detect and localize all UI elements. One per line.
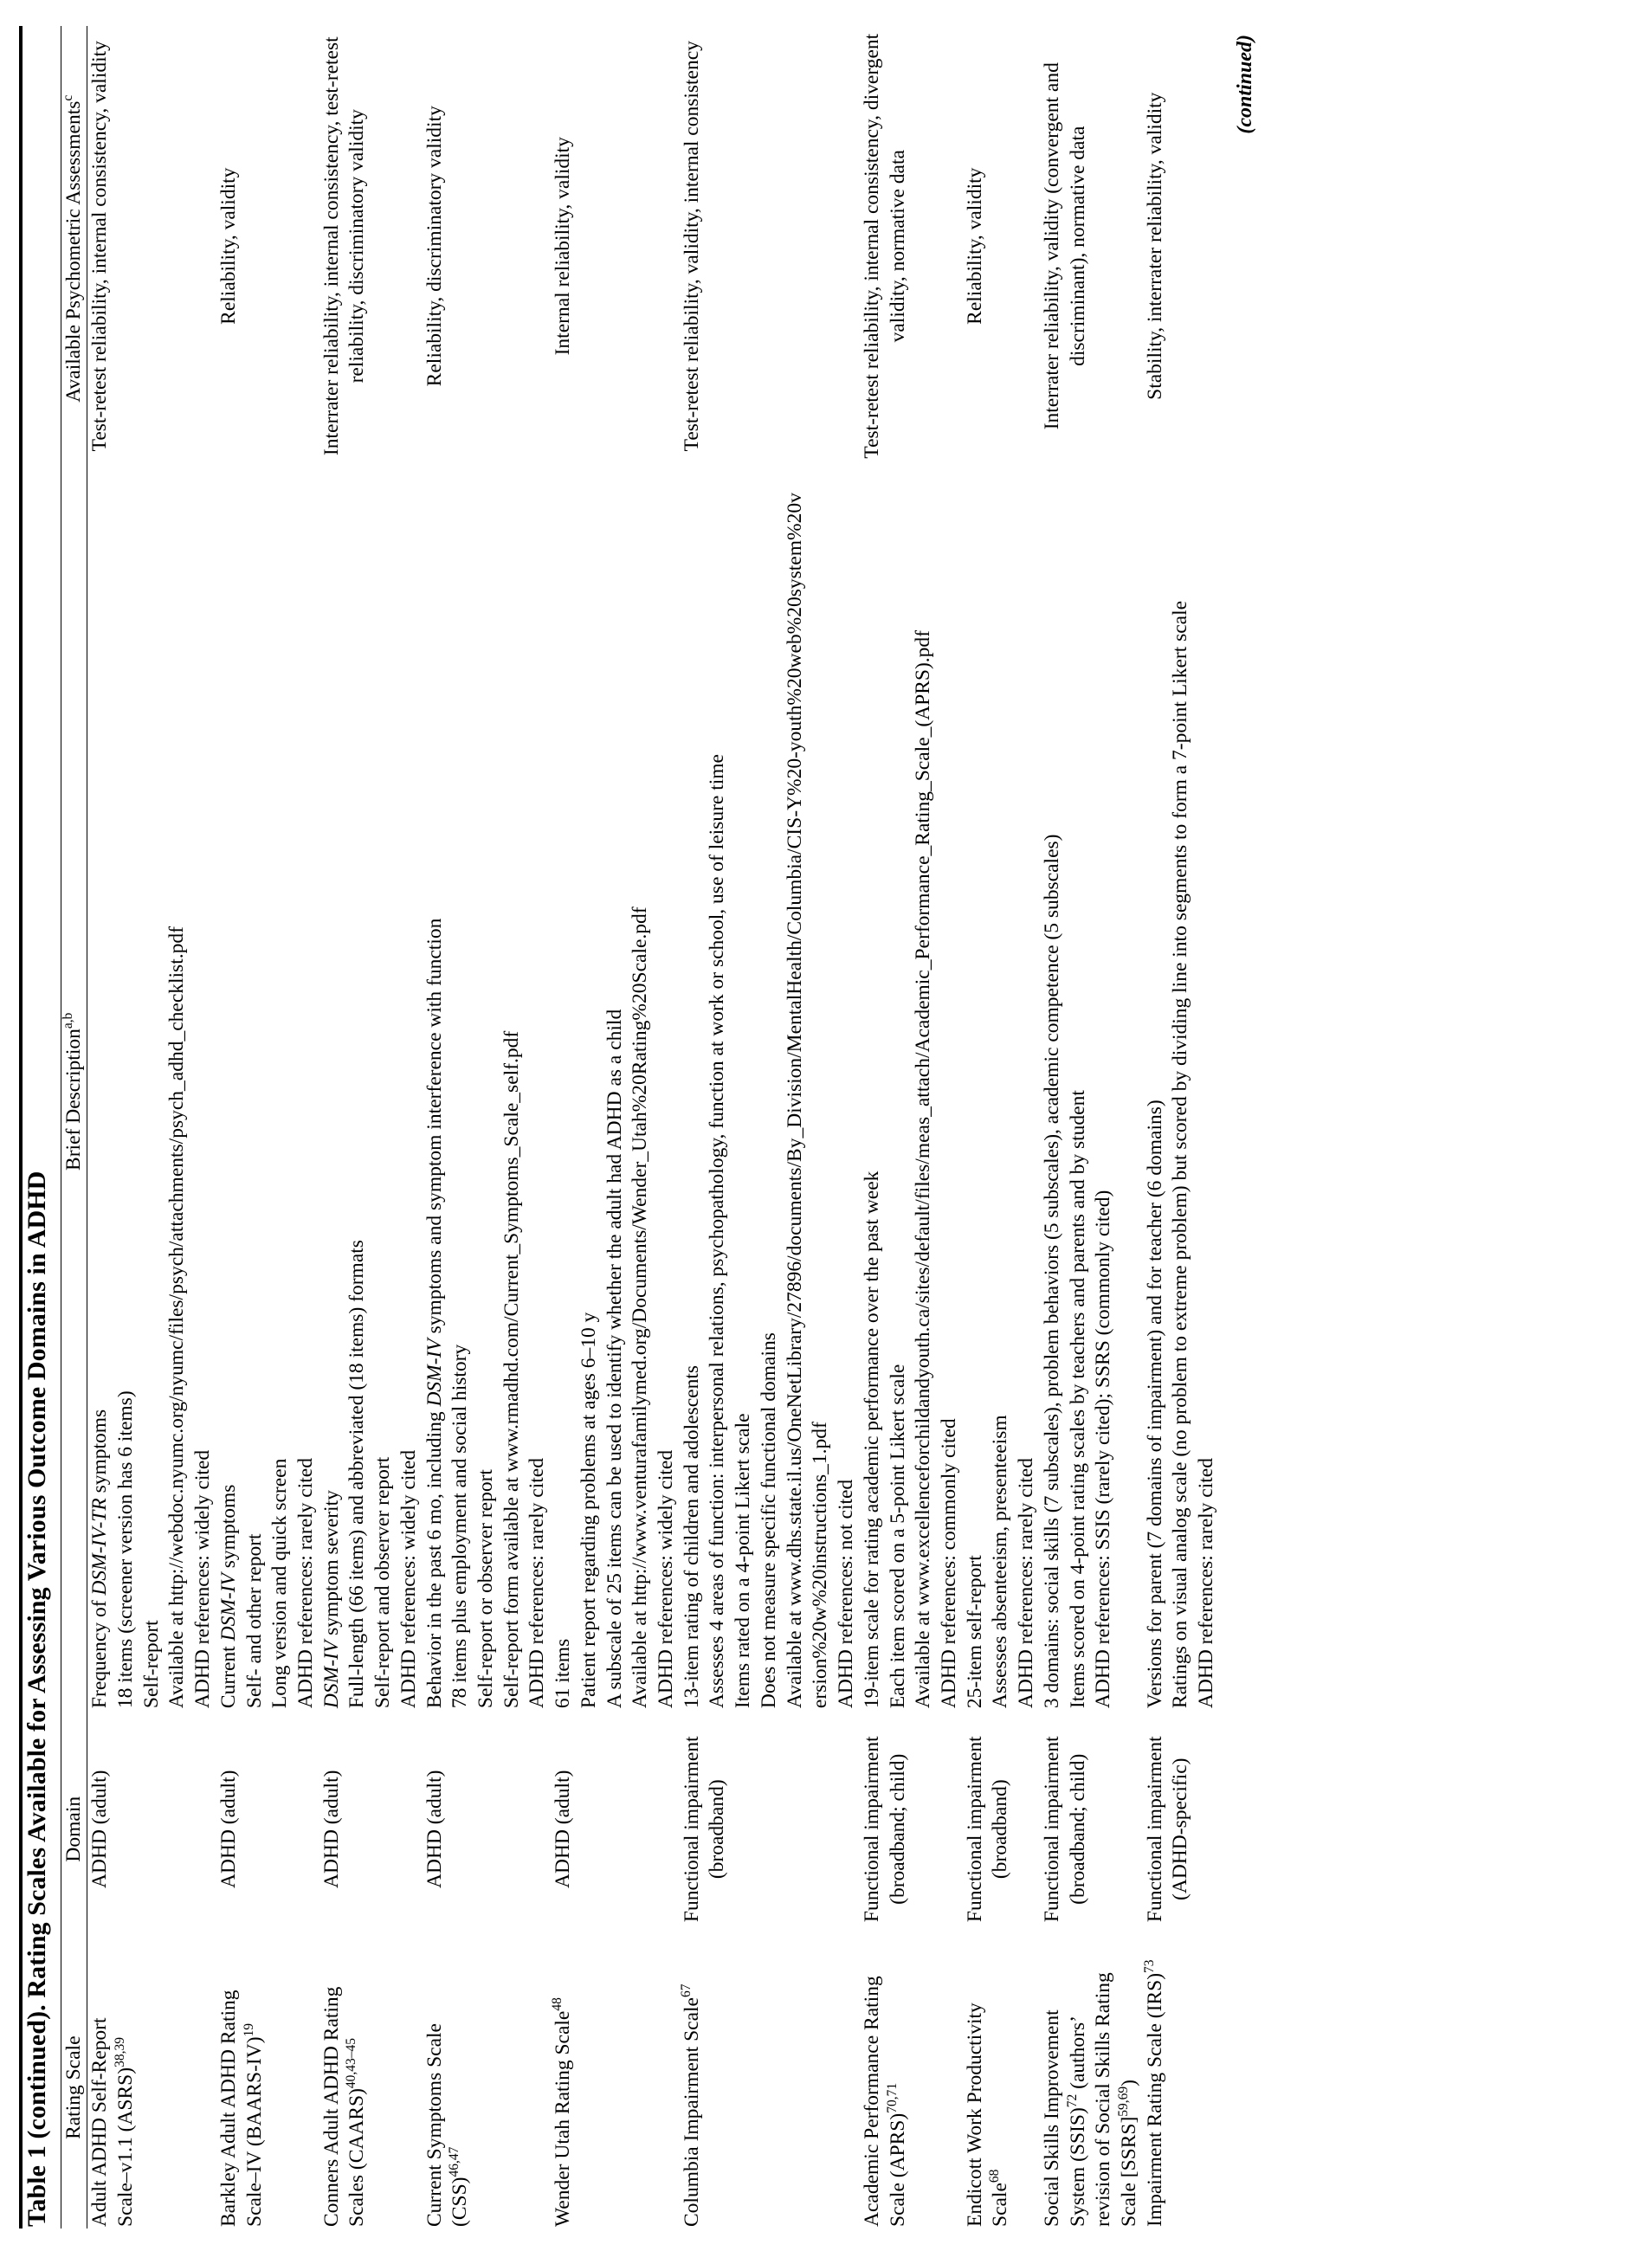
cell-psychometrics: Test-retest reliability, internal consistency, validity <box>88 41 112 452</box>
cell-domain: Functional impairment (ADHD-specific) <box>1143 1736 1192 1923</box>
cell-psychometrics: Interrater reliability, validity (convergent and discriminant), normative data <box>1040 62 1089 430</box>
cell-rating-scale: Adult ADHD Self-Report Scale–v1.1 (ASRS)$^{38,39}$ <box>88 2017 137 2227</box>
description-line: Does not measure specific functional domains <box>757 1332 780 1709</box>
table-row <box>87 26 216 2228</box>
description-line: ADHD references: commonly cited <box>937 1418 960 1709</box>
table-body <box>87 26 1220 2228</box>
description-line: Current DSM-IV symptoms <box>216 1484 240 1709</box>
description-line: Each item scored on a 5-point Likert scale <box>886 1364 909 1709</box>
cell-rating-scale: Social Skills Improvement System (SSIS)$^{72}$ (authors’ revision of Social Skills Rating Scale [SSRS]$^{59,69}$) <box>1040 1972 1140 2227</box>
description-line: ADHD references: rarely cited <box>526 1458 549 1709</box>
cell-rating-scale: Wender Utah Rating Scale$^{48}$ <box>550 1997 575 2227</box>
description-line: Items scored on 4-point rating scales by teachers and parents and by student <box>1066 1090 1089 1709</box>
cell-rating-scale: Current Symptoms Scale (CSS)$^{46,47}$ <box>423 2023 472 2227</box>
table-row <box>551 26 680 2228</box>
description-line: Self-report <box>139 1620 163 1709</box>
column-header-brief-description: Brief Description$^{a,b}$ <box>61 471 87 1712</box>
cell-domain: ADHD (adult) <box>423 1770 446 1888</box>
table-row <box>860 26 963 2228</box>
description-line: 13-item rating of children and adolescents <box>680 1364 703 1709</box>
cell-brief-description <box>963 471 1040 1712</box>
description-line: ADHD references: widely cited <box>191 1449 215 1709</box>
cell-domain: Functional impairment (broadband) <box>963 1736 1012 1923</box>
description-line: Ratings on visual analog scale (no problem to extreme problem) but scored by dividing line into segments to form a 7-point Likert scale <box>1169 600 1192 1709</box>
description-line: Available at www.dhs.state.il.us/OneNetLibrary/27896/documents/By_Division/MentalHealth/Columbia/CIS-Y%20-youth%20web%20system%20version%20w%20instructions_1.pdf <box>783 493 832 1709</box>
cell-psychometrics: Test-retest reliability, internal consistency, divergent validity, normative data <box>860 33 909 459</box>
cell-brief-description <box>319 471 423 1712</box>
description-line: Available at www.excellenceforchildandyouth.ca/sites/default/files/meas_attach/Academic_Performance_Rating_Scale_(APRS).pdf <box>912 630 935 1709</box>
cell-domain: Functional impairment (broadband; child) <box>860 1736 909 1923</box>
cell-domain: ADHD (adult) <box>319 1770 343 1888</box>
description-line: Behavior in the past 6 mo, including DSM-IV symptoms and symptom interference with function <box>423 918 446 1709</box>
cell-psychometrics: Reliability, discriminatory validity <box>423 106 446 387</box>
description-line: ADHD references: rarely cited <box>294 1458 317 1709</box>
cell-psychometrics: Reliability, validity <box>963 167 986 325</box>
description-line: Available at http://webdoc.nyumc.org/nyumc/files/psych/attachments/psych_adhd_checklist.pdf <box>165 926 189 1709</box>
description-line: Self-report form available at www.rmadhd.com/Current_Symptoms_Scale_self.pdf <box>500 1030 523 1709</box>
description-line: Full-length (66 items) and abbreviated (18 items) formats <box>345 1240 369 1709</box>
cell-domain: ADHD (adult) <box>88 1770 112 1888</box>
cell-rating-scale: Impairment Rating Scale (IRS)$^{73}$ <box>1141 1959 1166 2227</box>
description-line: Self- and other report <box>242 1533 266 1709</box>
description-line: Available at http://www.venturafamilymed.org/Documents/Wender_Utah%20Rating%20Scale.pdf <box>629 906 652 1709</box>
description-line: 19-item scale for rating academic performance over the past week <box>860 1171 883 1709</box>
description-line: Self-report or observer report <box>474 1469 497 1709</box>
table-row <box>1143 26 1220 2228</box>
cell-domain: ADHD (adult) <box>552 1770 575 1888</box>
table-row <box>216 26 319 2228</box>
description-line: DSM-IV symptom severity <box>319 1490 343 1709</box>
description-line: Assesses absenteeism, presenteeism <box>989 1415 1012 1709</box>
table-row <box>319 26 423 2228</box>
description-line: ADHD references: SSIS (rarely cited); SSRS (commonly cited) <box>1092 1190 1115 1709</box>
ratings-table <box>61 26 1220 2228</box>
column-header-rating-scale: Rating Scale <box>61 1946 87 2228</box>
description-line: Long version and quick screen <box>268 1458 292 1709</box>
description-line: Self-report and observer report <box>371 1456 395 1709</box>
description-line: ADHD references: widely cited <box>397 1449 420 1709</box>
table-row <box>963 26 1040 2228</box>
table-row <box>1040 26 1143 2228</box>
description-line: Versions for parent (7 domains of impairment) and for teacher (6 domains) <box>1143 1100 1166 1709</box>
cell-psychometrics: Internal reliability, validity <box>552 137 575 356</box>
cell-rating-scale: Endicott Work Productivity Scale$^{68}$ <box>963 2003 1012 2227</box>
description-line: Patient report regarding problems at ages 6–10 y <box>577 1312 600 1709</box>
cell-brief-description <box>680 471 860 1712</box>
description-line: 61 items <box>552 1638 575 1709</box>
cell-rating-scale: Conners Adult ADHD Rating Scales (CAARS)$^{40,43-45}$ <box>319 1986 369 2227</box>
description-line: ADHD references: rarely cited <box>1195 1458 1218 1709</box>
cell-psychometrics: Stability, interrater reliability, validity <box>1143 92 1166 400</box>
cell-brief-description <box>551 471 680 1712</box>
cell-psychometrics: Interrater reliability, internal consistency, test-retest reliability, discriminatory validity <box>319 36 369 456</box>
column-header-domain: Domain <box>61 1712 87 1946</box>
description-line: Frequency of DSM-IV-TR symptoms <box>88 1409 112 1709</box>
table-title: Table 1 (continued). Rating Scales Available for Assessing Various Outcome Domains in ADHD <box>23 1171 51 2227</box>
column-header-psychometrics: Available Psychometric Assessments$^c$ <box>61 26 87 471</box>
description-line: 78 items plus employment and social history <box>448 1344 472 1709</box>
continued-note: (continued) <box>1233 35 1256 134</box>
description-line: Assesses 4 areas of function: interpersonal relations, psychopathology, function at work or school, use of leisure time <box>706 754 729 1709</box>
cell-brief-description <box>1143 471 1220 1712</box>
cell-brief-description <box>87 471 216 1712</box>
cell-brief-description <box>423 471 552 1712</box>
description-line: A subscale of 25 items can be used to identify whether the adult had ADHD as a child <box>603 1009 626 1709</box>
description-line: 25-item self-report <box>963 1555 986 1709</box>
cell-psychometrics: Reliability, validity <box>216 167 240 325</box>
cell-brief-description <box>1040 471 1143 1712</box>
description-line: ADHD references: rarely cited <box>1015 1458 1038 1709</box>
description-line: ADHD references: widely cited <box>655 1449 678 1709</box>
cell-rating-scale: Barkley Adult ADHD Rating Scale–IV (BAARS-IV)$^{19}$ <box>216 1990 266 2227</box>
cell-psychometrics: Test-retest reliability, validity, internal consistency <box>680 41 703 452</box>
cell-domain: Functional impairment (broadband; child) <box>1040 1736 1089 1923</box>
description-line: 3 domains: social skills (7 subscales), problem behaviors (5 subscales), academic competence (5 subscales) <box>1040 834 1063 1709</box>
table-row <box>680 26 860 2228</box>
cell-rating-scale: Columbia Impairment Scale$^{67}$ <box>678 1983 703 2227</box>
cell-rating-scale: Academic Performance Rating Scale (APRS)$^{70,71}$ <box>860 1976 909 2227</box>
table-row <box>423 26 552 2228</box>
cell-domain: ADHD (adult) <box>216 1770 240 1888</box>
description-line: 18 items (screener version has 6 items) <box>113 1390 137 1709</box>
description-line: ADHD references: not cited <box>835 1479 858 1709</box>
cell-domain: Functional impairment (broadband) <box>680 1736 729 1923</box>
description-line: Items rated on a 4-point Likert scale <box>732 1413 755 1709</box>
cell-brief-description <box>216 471 319 1712</box>
cell-brief-description <box>860 471 963 1712</box>
